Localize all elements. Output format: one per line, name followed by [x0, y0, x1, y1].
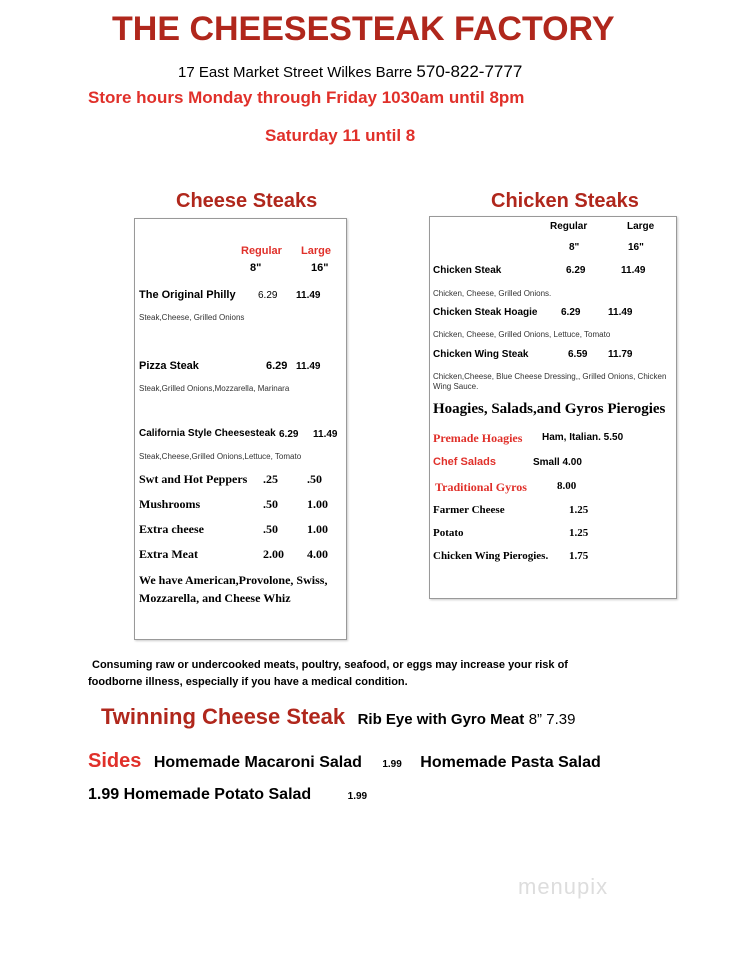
twinning-name: Twinning Cheese Steak — [101, 704, 346, 729]
item-description: Chicken, Cheese, Grilled Onions, Lettuce, Tomato — [433, 330, 611, 339]
pierogi-price: 1.75 — [569, 550, 589, 562]
item-large-price: 11.49 — [608, 307, 633, 318]
pierogi-name: Chicken Wing Pierogies. — [433, 550, 549, 562]
item-large-price: 11.49 — [296, 361, 321, 372]
restaurant-title: THE CHEESESTEAK FACTORY — [112, 10, 615, 48]
address: 17 East Market Street Wilkes Barre — [178, 64, 413, 81]
cheese-steaks-panel — [134, 218, 347, 640]
chef-price: Small 4.00 — [533, 457, 582, 468]
item-name: Chicken Steak Hoagie — [433, 307, 538, 318]
sides-line-2 — [88, 786, 367, 804]
item-name: Chicken Wing Steak — [433, 349, 529, 360]
item-regular-price: 6.29 — [258, 290, 278, 301]
item-description: Chicken, Cheese, Grilled Onions. — [433, 289, 552, 298]
macaroni-price: 1.99 — [382, 759, 402, 770]
item-description: Steak,Cheese, Grilled Onions — [139, 313, 245, 322]
large-size: 16" — [311, 262, 329, 274]
cheese-note: We have American,Provolone, Swiss, — [139, 573, 328, 587]
hoagies-heading: Hoagies, Salads,and Gyros Pierogies — [433, 401, 666, 417]
item-description: Steak,Grilled Onions,Mozzarella, Marinara — [139, 384, 290, 393]
sides-line — [88, 750, 601, 773]
twinning-line — [101, 704, 575, 730]
item-description: Chicken,Cheese, Blue Cheese Dressing,, Grilled Onions, Chicken — [433, 372, 667, 381]
gyros-price: 8.00 — [557, 480, 577, 492]
regular-size: 8" — [569, 242, 580, 253]
macaroni-salad: Homemade Macaroni Salad — [153, 754, 362, 771]
twinning-desc: Rib Eye with Gyro Meat — [357, 711, 525, 728]
extra-large-price: 4.00 — [307, 547, 328, 561]
sides-label: Sides — [88, 750, 142, 772]
regular-header: Regular — [550, 221, 588, 232]
item-name: Pizza Steak — [139, 360, 199, 372]
item-large-price: 11.49 — [621, 265, 646, 276]
item-large-price: 11.79 — [608, 349, 633, 360]
traditional-gyros: Traditional Gyros — [435, 480, 527, 494]
extra-regular-price: .50 — [263, 497, 278, 511]
item-regular-price: 6.29 — [561, 307, 581, 318]
item-regular-price: 6.29 — [566, 265, 586, 276]
extra-name: Extra cheese — [139, 522, 204, 536]
pierogi-name: Potato — [433, 527, 464, 539]
item-description-2: Wing Sauce. — [433, 382, 479, 391]
large-header: Large — [627, 221, 655, 232]
twinning-price: 8” 7.39 — [528, 711, 576, 728]
potato-salad: 1.99 Homemade Potato Salad — [88, 786, 312, 803]
potato-price: 1.99 — [347, 791, 368, 802]
pierogi-price: 1.25 — [569, 504, 589, 516]
large-header: Large — [301, 245, 331, 257]
item-large-price: 11.49 — [296, 290, 321, 301]
chicken-steaks-panel — [429, 216, 677, 599]
item-large-price: 11.49 — [313, 429, 338, 440]
extra-name: Extra Meat — [139, 547, 198, 561]
address-line — [178, 62, 522, 82]
regular-size: 8" — [250, 262, 262, 274]
item-regular-price: 6.29 — [279, 429, 299, 440]
cheese-steaks-heading: Cheese Steaks — [176, 190, 318, 212]
cheese-note-2: Mozzarella, and Cheese Whiz — [139, 591, 291, 605]
extra-regular-price: .25 — [263, 472, 278, 486]
item-name: The Original Philly — [139, 289, 236, 301]
extra-regular-price: .50 — [263, 522, 278, 536]
chicken-steaks-heading: Chicken Steaks — [491, 190, 639, 212]
extra-large-price: .50 — [307, 472, 322, 486]
pierogi-name: Farmer Cheese — [433, 504, 505, 516]
extra-name: Mushrooms — [139, 497, 201, 511]
item-regular-price: 6.29 — [266, 360, 288, 372]
pasta-salad: Homemade Pasta Salad — [420, 754, 601, 771]
item-name: Chicken Steak — [433, 265, 502, 276]
premade-hoagies: Premade Hoagies — [433, 431, 523, 445]
item-description: Steak,Cheese,Grilled Onions,Lettuce, Tomato — [139, 452, 302, 461]
item-regular-price: 6.59 — [568, 349, 588, 360]
pierogi-price: 1.25 — [569, 527, 589, 539]
item-name: California Style Cheesesteak — [139, 428, 276, 439]
chef-salads: Chef Salads — [433, 456, 496, 468]
store-hours: Store hours Monday through Friday 1030am until 8pm — [88, 88, 525, 107]
premade-price: Ham, Italian. 5.50 — [542, 432, 624, 443]
regular-header: Regular — [241, 245, 282, 257]
menupix-watermark: menupix — [518, 874, 609, 899]
saturday-hours: Saturday 11 until 8 — [265, 126, 416, 145]
large-size: 16" — [628, 242, 644, 253]
extra-large-price: 1.00 — [307, 497, 328, 511]
phone: 570-822-7777 — [416, 62, 523, 81]
warning-line-1: Consuming raw or undercooked meats, poultry, seafood, or eggs may increase your risk of — [92, 659, 568, 671]
extra-regular-price: 2.00 — [263, 547, 284, 561]
extra-large-price: 1.00 — [307, 522, 328, 536]
warning-line-2: foodborne illness, especially if you have a medical condition. — [88, 676, 408, 688]
extra-name: Swt and Hot Peppers — [139, 472, 248, 486]
